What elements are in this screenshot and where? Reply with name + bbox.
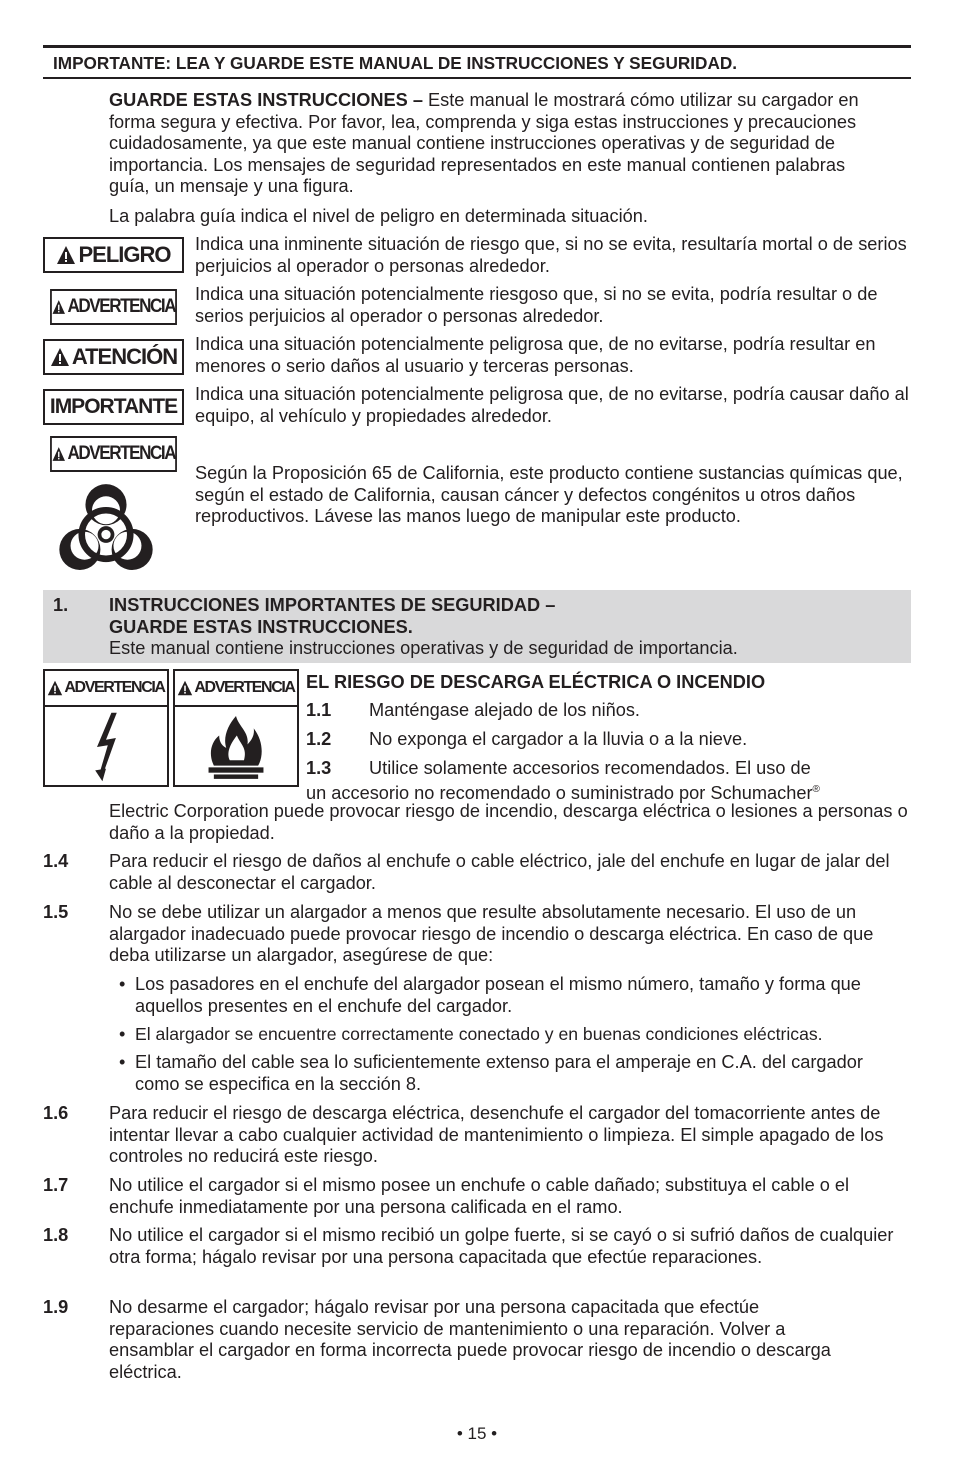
signal-word-note: La palabra guía indica el nivel de peligro en determinada situación. [109, 206, 648, 226]
warning-triangle-icon [47, 680, 63, 696]
fire-icon [205, 714, 267, 780]
signal-peligro-text: Indica una inminente situación de riesgo que, si no se evita, resultaría mortal o de serios perjuicios al operador o personas alrededor. [195, 234, 907, 276]
signal-label: PELIGRO [78, 242, 171, 267]
pictogram-label: ADVERTENCIA [64, 679, 165, 696]
item-number: 1.7 [43, 1175, 69, 1195]
signal-label: ADVERTENCIA [67, 443, 176, 464]
signal-label: IMPORTANTE [49, 395, 178, 418]
bullet: • [119, 974, 126, 994]
warning-triangle-icon [50, 347, 70, 367]
fire-pictogram [173, 669, 299, 787]
intro-text: Este manual le mostrará cómo utilizar su cargador en forma segura y efectiva. Por favor, lea, comprenda y siga estas instrucciones y precauciones cuidadosamente, ya que este manual contiene instrucciones operativas y de seguridad de importancia. Los mensajes de seguridad representados en este manual contienen palabras guía, un mensaje y una figura. [109, 90, 859, 197]
warning-triangle-icon [177, 680, 193, 696]
signal-atencion [43, 339, 184, 375]
page-header-title: IMPORTANTE: LEA Y GUARDE ESTE MANUAL DE INSTRUCCIONES Y SEGURIDAD. [53, 53, 738, 73]
item-number: 1.2 [306, 729, 332, 749]
registered-mark: ® [812, 784, 820, 795]
section-title-line2: GUARDE ESTAS INSTRUCCIONES. [109, 617, 413, 637]
header-bottom-rule [43, 77, 911, 79]
item-number: 1.9 [43, 1297, 69, 1317]
pictogram-label: ADVERTENCIA [194, 679, 295, 696]
signal-atencion-text: Indica una situación potencialmente peligrosa que, de no evitarse, podría resultar en menores o serio daños al usuario y terceras personas. [195, 334, 876, 376]
item-text: No utilice el cargador si el mismo recibió un golpe fuerte, si se cayó o si sufrió daños de cualquier otra forma; hágalo revisar por una persona capacitada que efectúe reparaciones. [109, 1225, 894, 1267]
item-text: No exponga el cargador a la lluvia o a la nieve. [369, 729, 748, 749]
shock-pictogram [43, 669, 169, 787]
signal-importante [43, 389, 184, 425]
signal-advertencia-text: Indica una situación potencialmente riesgoso que, si no se evita, podría resultar o de serios perjuicios al operador o personas alrededor. [195, 284, 878, 326]
bullet: • [119, 1024, 126, 1044]
prop65-text: Según la Proposición 65 de California, este producto contiene sustancias químicas que, según el estado de California, causan cáncer y defectos congénitos u otros daños reproductivos. Lávese las manos luego de manipular este producto. [195, 463, 903, 527]
bullet-text: El tamaño del cable sea lo suficientemente extenso para el amperaje en C.A. del cargador como se especifica en la sección 8. [135, 1052, 863, 1094]
item-text-continued: Electric Corporation puede provocar riesgo de incendio, descarga eléctrica o lesiones a personas o daño a la propiedad. [109, 801, 908, 843]
section-number: 1. [53, 595, 69, 615]
item-number: 1.8 [43, 1225, 69, 1245]
signal-peligro [43, 237, 184, 273]
top-rule [43, 45, 911, 48]
item-text: No se debe utilizar un alargador a menos que resulte absolutamente necesario. El uso de un alargador inadecuado puede provocar riesgo de incendio o descarga eléctrica. En caso de que deba utilizarse un alargador, asegúrese de que: [109, 902, 874, 966]
item-text-line1: Utilice solamente accesorios recomendados. El uso de [369, 758, 811, 778]
bullet-text: Los pasadores en el enchufe del alargador posean el mismo número, tamaño y forma que aquellos presentes en el enchufe del cargador. [135, 974, 861, 1016]
electric-shock-icon [88, 710, 124, 784]
item-number: 1.5 [43, 902, 69, 922]
item-text: Para reducir el riesgo de daños al enchufe o cable eléctrico, jale del enchufe en lugar de jalar del cable al desconectar el cargador. [109, 851, 890, 893]
item-text: Para reducir el riesgo de descarga eléctrica, desenchufe el cargador del tomacorriente antes de intentar llevar a cabo cualquier actividad de mantenimiento o limpieza. El simple apagado de los controles no reducirá este riesgo. [109, 1103, 884, 1167]
risk-heading: EL RIESGO DE DESCARGA ELÉCTRICA O INCENDIO [306, 672, 766, 692]
item-text: No desarme el cargador; hágalo revisar por una persona capacitada que efectúe reparaciones cuando necesite servicio de mantenimiento o una reparación. Volver a ensamblar el cargador en forma incorrecta puede provocar riesgo de incendio o descarga eléctrica. [109, 1297, 831, 1382]
section-title-line1: INSTRUCCIONES IMPORTANTES DE SEGURIDAD – [109, 595, 556, 615]
warning-triangle-icon [52, 297, 66, 317]
intro-lead: GUARDE ESTAS INSTRUCCIONES – [109, 90, 423, 110]
item-text: Manténgase alejado de los niños. [369, 700, 640, 720]
item-number: 1.4 [43, 851, 69, 871]
signal-label: ADVERTENCIA [67, 296, 176, 317]
warning-triangle-icon [56, 245, 76, 265]
item-number: 1.1 [306, 700, 332, 720]
prop65-signal [50, 436, 177, 472]
bullet-text: El alargador se encuentre correctamente conectado y en buenas condiciones eléctricas. [135, 1024, 823, 1044]
section-subtitle: Este manual contiene instrucciones operativas y de seguridad de importancia. [109, 638, 738, 658]
warning-triangle-icon [52, 444, 66, 464]
signal-label: ATENCIÓN [71, 344, 178, 369]
page-number: • 15 • [456, 1424, 498, 1443]
intro-paragraph [109, 90, 879, 198]
signal-importante-text: Indica una situación potencialmente peligrosa que, de no evitarse, podría causar daño al equipo, al vehículo y propiedades alrededor. [195, 384, 909, 426]
item-number: 1.6 [43, 1103, 69, 1123]
item-text: un accesorio no recomendado o suministrado por Schumacher [306, 783, 813, 804]
bullet: • [119, 1052, 126, 1072]
item-text: No utilice el cargador si el mismo posee un enchufe o cable dañado; substituya el cable o el enchufe inmediatamente por una persona calificada en el ramo. [109, 1175, 850, 1217]
item-number: 1.3 [306, 758, 332, 778]
signal-advertencia [50, 289, 177, 325]
biohazard-icon [50, 472, 162, 584]
